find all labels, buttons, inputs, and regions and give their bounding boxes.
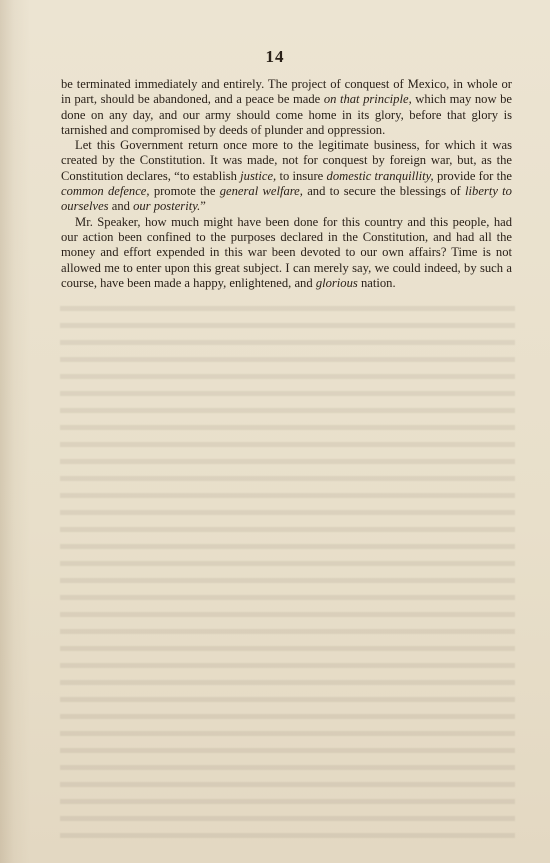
italic-text-run: common defence, [61, 184, 150, 199]
italic-text-run: domestic tranquillity, [326, 168, 434, 183]
text-run: provide for the [433, 168, 512, 183]
text-run: and [108, 199, 134, 214]
text-run: ” [200, 199, 206, 214]
italic-text-run: on that principle, [323, 92, 412, 107]
page-number: 14 [265, 47, 285, 66]
text-run: to insure [276, 168, 327, 183]
text-run: nation. [357, 275, 396, 290]
italic-text-run: justice, [240, 168, 277, 183]
italic-text-run: liberty to ourselves [61, 184, 512, 214]
text-run: Mr. Speaker, how much might have been done for this country and this people, had our action been confined to the purposes declared in the Constitution, and had all the money and effort expended in this war been devoted to our own affairs? Time is not allowed me to enter upon this great subject. I can merely say, we could indeed, by such a course, have been made a happy, enlightened, and [61, 214, 512, 290]
paragraph-2 [61, 138, 512, 214]
text-run: be terminated immediately and entirely. The project of conquest of Mexico, in whole or in part, should be abandoned, and a peace be made [61, 77, 512, 107]
italic-text-run: general welfare, [219, 184, 303, 199]
paragraph-3 [61, 215, 512, 291]
paragraph-1 [61, 77, 512, 138]
text-run: and to secure the blessings of [302, 184, 466, 199]
reverse-side-bleed-through [60, 300, 515, 845]
italic-text-run: glorious [315, 275, 358, 290]
italic-text-run: our posterity. [133, 199, 201, 214]
text-run: which may now be done on any day, and our army should come home in its glory, before that glory is tarnished and compromised by deeds of plunder and oppression. [61, 92, 512, 137]
body-text [61, 77, 512, 291]
text-run: promote the [149, 184, 220, 199]
text-run: Let this Government return once more to the legitimate business, for which it was created by the Constitution. It was made, not for conquest by foreign war, but, as the Constitution declares, “to establish [61, 138, 512, 183]
